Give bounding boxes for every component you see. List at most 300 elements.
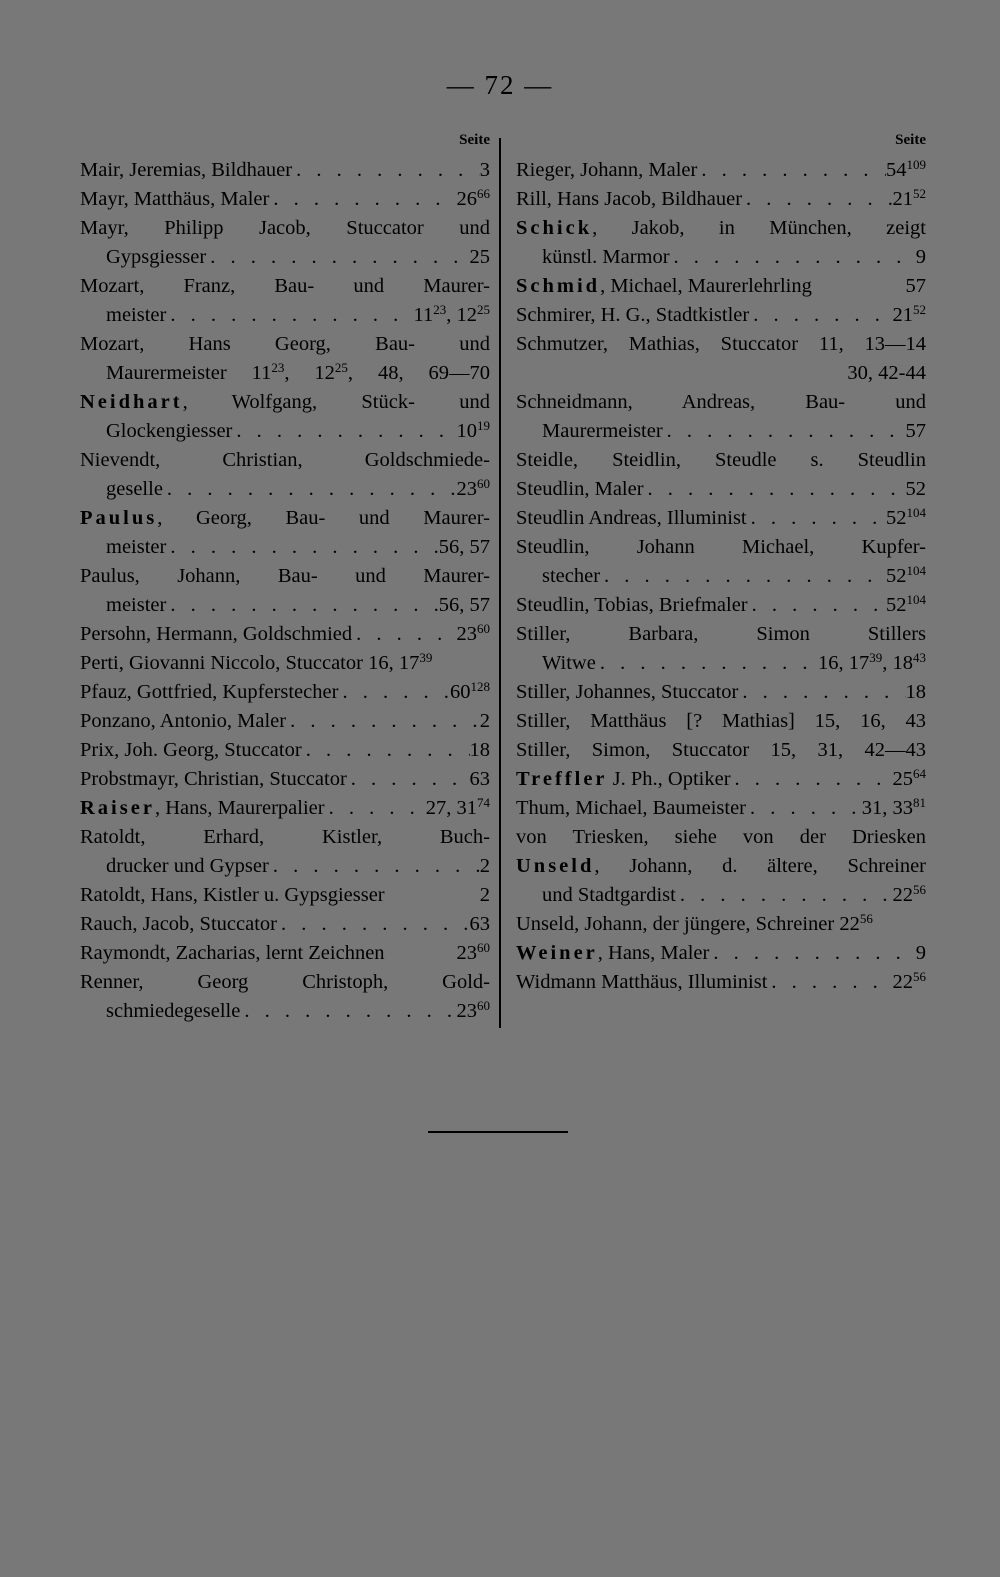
page-number-ref: 23 (456, 1000, 477, 1022)
index-entry-line (516, 388, 926, 417)
entry-text (80, 881, 385, 910)
entry-name: Ratoldt, Erhard, Kistler, Buch- (80, 826, 490, 848)
entry-text (80, 156, 292, 185)
page-reference (906, 417, 927, 446)
entry-name: Stiller, Johannes, Stuccator (516, 681, 739, 703)
index-entry-line (516, 620, 926, 649)
footnote-ref: 56 (859, 911, 873, 926)
entry-name: Maurermeister (542, 420, 663, 442)
entry-text (542, 417, 663, 446)
page-number-ref: 10 (456, 420, 477, 442)
page-number-ref: 22 (892, 884, 913, 906)
page-number-ref: 18 (469, 739, 490, 761)
index-entry-line (516, 185, 926, 214)
entry-text (516, 765, 731, 794)
page-number-ref: 23 (456, 942, 477, 964)
entry-text (516, 707, 926, 736)
entry-name: Thum, Michael, Baumeister (516, 797, 746, 819)
page-number-ref: 26 (456, 188, 477, 210)
entry-text (516, 736, 926, 765)
entry-name: Witwe (542, 652, 596, 674)
footnote-ref: 81 (913, 795, 926, 810)
entry-text (106, 417, 232, 446)
entry-name: Renner, Georg Christoph, Gold- (80, 971, 490, 993)
footnote-ref: 60 (477, 621, 490, 636)
index-entry-line (80, 794, 490, 823)
page-number-ref: 25 (892, 768, 913, 790)
leader-dots (302, 736, 470, 765)
index-entry-line (80, 678, 490, 707)
index-entry-line (80, 185, 490, 214)
entry-text (80, 330, 490, 359)
index-entry-line (516, 707, 926, 736)
page-number-ref: 23 (456, 623, 477, 645)
page-reference (470, 765, 491, 794)
page-reference (480, 852, 490, 881)
index-entry-line (80, 475, 490, 504)
leader-dots (206, 243, 469, 272)
entry-name: geselle (106, 478, 163, 500)
leader-dots (352, 620, 456, 649)
footnote-ref: 23 (271, 360, 285, 375)
seite-header-right: Seite (895, 132, 926, 148)
index-entry-line (516, 156, 926, 185)
leader-dots (240, 997, 456, 1026)
page-number-ref: 63 (469, 913, 490, 935)
leader-dots (676, 881, 893, 910)
entry-text (542, 881, 676, 910)
leader-dots (347, 765, 470, 794)
index-entry-line (516, 475, 926, 504)
page-number-ref: 52 (886, 507, 907, 529)
entry-name: Steudlin, Tobias, Briefmaler (516, 594, 748, 616)
entry-text (516, 330, 926, 359)
footnote-ref: 19 (477, 418, 490, 433)
entry-text (80, 620, 352, 649)
entry-name: Nievendt, Christian, Goldschmiede- (80, 449, 490, 471)
column-divider (499, 138, 501, 1028)
entry-text (516, 852, 926, 881)
entry-name: Mayr, Philipp Jacob, Stuccator und (80, 217, 490, 239)
page-reference (862, 794, 926, 823)
page-reference (457, 939, 491, 968)
index-entry-line (516, 301, 926, 330)
page-ref-cont: , 18 (882, 652, 913, 674)
page-number-ref: 57 (905, 420, 926, 442)
index-entry-line (516, 417, 926, 446)
leader-dots (286, 707, 480, 736)
footnote-ref: 56 (913, 969, 926, 984)
index-entry-line (516, 533, 926, 562)
entry-text (80, 823, 490, 852)
seite-header-left: Seite (459, 132, 490, 148)
entry-text (80, 649, 432, 678)
entry-text (516, 794, 746, 823)
entry-name: Unseld, Johann, der jüngere, Schreiner 22 (516, 913, 860, 935)
entry-name: J. Ph., Optiker (607, 768, 731, 790)
entry-name: Ponzano, Antonio, Maler (80, 710, 287, 732)
entry-text (106, 852, 269, 881)
index-column-left (80, 130, 490, 1026)
page-reference (439, 533, 490, 562)
page-reference (470, 243, 491, 272)
page-number-ref: 27, 31 (425, 797, 477, 819)
footnote-ref: 66 (477, 186, 490, 201)
page-number-ref: 63 (469, 768, 490, 790)
entry-name: Pfauz, Gottfried, Kupferstecher (80, 681, 339, 703)
entry-name: Probstmayr, Christian, Stuccator (80, 768, 347, 790)
index-entry-line (80, 649, 490, 678)
index-entry-line (516, 359, 926, 388)
footnote-ref: 23 (433, 302, 447, 317)
entry-text (80, 765, 347, 794)
footnote-ref: 60 (477, 476, 490, 491)
entry-text (516, 939, 709, 968)
footnote-ref: 39 (419, 650, 433, 665)
index-entry-line (516, 881, 926, 910)
entry-name: Gypsgiesser (106, 246, 207, 268)
entry-text (80, 910, 277, 939)
index-entry-line (80, 736, 490, 765)
spaced-surname: Schick (516, 217, 593, 239)
page-reference (893, 968, 927, 997)
index-entry-line (80, 359, 490, 388)
index-entry-line (516, 794, 926, 823)
entry-name: Prix, Joh. Georg, Stuccator (80, 739, 302, 761)
entry-text (516, 388, 926, 417)
page-number-ref: 23 (456, 478, 477, 500)
index-entry-line (80, 243, 490, 272)
entry-name: Perti, Giovanni Niccolo, Stuccator 16, 17 (80, 652, 420, 674)
index-entry-line (80, 765, 490, 794)
entry-name: Stiller, Simon, Stuccator 15, 31, 42—43 (516, 739, 926, 761)
leader-dots (749, 301, 892, 330)
page-reference (457, 475, 491, 504)
entry-name: Rill, Hans Jacob, Bildhauer (516, 188, 743, 210)
index-entry-line (516, 823, 926, 852)
leader-dots (325, 794, 426, 823)
footnote-ref: 43 (913, 650, 926, 665)
entry-text (516, 359, 926, 388)
entry-text (516, 823, 926, 852)
entry-name: drucker und Gypser (106, 855, 269, 877)
leader-dots (277, 910, 470, 939)
index-entry-line (516, 591, 926, 620)
entry-text (516, 272, 812, 301)
page-number-ref: 2 (479, 710, 490, 732)
index-entry-line (80, 968, 490, 997)
entry-text (80, 504, 490, 533)
leader-dots (269, 185, 456, 214)
index-entry-line (516, 765, 926, 794)
end-rule (428, 1131, 568, 1133)
page-reference (893, 765, 927, 794)
page-reference (886, 562, 926, 591)
entry-text (516, 446, 926, 475)
entry-name: von Triesken, siehe von der Driesken (516, 826, 926, 848)
leader-dots (747, 504, 886, 533)
page-number-ref: 18 (905, 681, 926, 703)
entry-text (80, 214, 490, 243)
footnote-ref: 104 (906, 563, 926, 578)
spaced-surname: Weiner (516, 942, 598, 964)
entry-text (106, 243, 206, 272)
index-column-right (516, 130, 926, 997)
leader-dots (232, 417, 456, 446)
footnote-ref: 25 (477, 302, 490, 317)
page-reference (439, 591, 490, 620)
entry-name: , Wolfgang, Stück- und (182, 391, 490, 413)
entry-text (80, 707, 286, 736)
page-reference (426, 794, 490, 823)
page-number-ref: 56, 57 (438, 536, 490, 558)
leader-dots (742, 185, 892, 214)
entry-name: Maurermeister 11 (106, 362, 272, 384)
leader-dots (731, 765, 893, 794)
page-number-ref: 11 (413, 304, 434, 326)
leader-dots (600, 562, 886, 591)
entry-name: meister (106, 304, 167, 326)
page-number-ref: 9 (915, 942, 926, 964)
entry-text (106, 475, 163, 504)
leader-dots (738, 678, 905, 707)
leader-dots (767, 968, 892, 997)
index-entry-line (516, 678, 926, 707)
page-number-ref: 56, 57 (438, 594, 490, 616)
entry-name: , Johann, d. ältere, Schreiner (594, 855, 926, 877)
footnote-ref: 52 (913, 186, 926, 201)
entry-text (516, 968, 767, 997)
leader-dots (697, 156, 886, 185)
page-number-ref: 2 (479, 884, 490, 906)
entry-text (106, 997, 240, 1026)
entry-name: Ratoldt, Hans, Kistler u. Gypsgiesser (80, 884, 385, 906)
entry-name: Stiller, Barbara, Simon Stillers (516, 623, 926, 645)
index-entry-line (80, 823, 490, 852)
entry-text (80, 562, 490, 591)
entry-text (542, 649, 596, 678)
page-reference (480, 707, 490, 736)
index-entry-line (516, 939, 926, 968)
page-number-ref: 52 (886, 594, 907, 616)
entry-text (80, 939, 385, 968)
index-entry-line (516, 562, 926, 591)
page-number-ref: 3 (479, 159, 490, 181)
entry-name: Glockengiesser (106, 420, 233, 442)
footnote-ref: 60 (477, 998, 490, 1013)
page-ref-cont: , 12 (446, 304, 477, 326)
index-entry-line (80, 562, 490, 591)
leader-dots (163, 475, 457, 504)
entry-text (80, 185, 269, 214)
page-number-ref: 21 (892, 188, 913, 210)
leader-dots (746, 794, 862, 823)
entry-list-right (516, 156, 926, 997)
index-entry-line (80, 591, 490, 620)
page-reference (480, 156, 490, 185)
footnote-ref: 109 (906, 157, 926, 172)
spaced-surname: Neidhart (80, 391, 183, 413)
entry-name: künstl. Marmor (542, 246, 670, 268)
page-number-ref: 60 (450, 681, 471, 703)
index-entry-line (516, 910, 926, 939)
entry-text (516, 475, 644, 504)
entry-name: , Jakob, in München, zeigt (592, 217, 926, 239)
entry-text (80, 388, 490, 417)
footnote-ref: 52 (913, 302, 926, 317)
entry-text (516, 910, 873, 939)
page-reference (450, 678, 490, 707)
footnote-ref: 128 (470, 679, 490, 694)
entry-name: Steidle, Steidlin, Steudle s. Steudlin (516, 449, 926, 471)
entry-name: stecher (542, 565, 601, 587)
index-entry-line (80, 446, 490, 475)
index-entry-line (516, 504, 926, 533)
page-reference (886, 504, 926, 533)
index-entry-line (516, 852, 926, 881)
leader-dots (709, 939, 915, 968)
entry-name: , Georg, Bau- und Maurer- (157, 507, 490, 529)
page-reference (480, 881, 490, 910)
footnote-ref: 104 (906, 505, 926, 520)
spaced-surname: Treffler (516, 768, 608, 790)
index-entry-line (80, 388, 490, 417)
page-number-ref: 57 (905, 275, 926, 297)
index-entry-line (80, 533, 490, 562)
index-entry-line (80, 156, 490, 185)
entry-name: Schmutzer, Mathias, Stuccator 11, 13—14 (516, 333, 926, 355)
leader-dots (670, 243, 916, 272)
footnote-ref: 25 (334, 360, 348, 375)
entry-name: Steudlin, Maler (516, 478, 644, 500)
entry-text (516, 591, 748, 620)
spaced-surname: Raiser (80, 797, 155, 819)
entry-name: Rieger, Johann, Maler (516, 159, 698, 181)
page-reference (414, 301, 491, 330)
entry-name: Steudlin Andreas, Illuminist (516, 507, 747, 529)
entry-name: Persohn, Hermann, Goldschmied (80, 623, 353, 645)
page-reference (906, 678, 927, 707)
footnote-ref: 60 (477, 940, 490, 955)
entry-name: Mozart, Franz, Bau- und Maurer- (80, 275, 490, 297)
page-reference (893, 301, 927, 330)
page-number-ref: 2 (479, 855, 490, 877)
page-reference (893, 881, 927, 910)
leader-dots (269, 852, 480, 881)
index-entry-line (80, 301, 490, 330)
index-entry-line (80, 330, 490, 359)
leader-dots (338, 678, 450, 707)
index-entry-line (80, 417, 490, 446)
page-ref-cont: , 48, 69—70 (347, 362, 490, 384)
index-entry-line (516, 243, 926, 272)
page-reference (916, 243, 926, 272)
leader-dots (748, 591, 886, 620)
page-reference (457, 417, 491, 446)
page-number-ref: 31, 33 (861, 797, 913, 819)
page-reference (886, 591, 926, 620)
footnote-ref: 64 (913, 766, 926, 781)
page-reference (457, 620, 491, 649)
entry-text (516, 533, 926, 562)
index-entry-line (516, 330, 926, 359)
entry-text (542, 243, 670, 272)
entry-name: Mozart, Hans Georg, Bau- und (80, 333, 490, 355)
index-entry-line (80, 881, 490, 910)
footnote-ref: 74 (477, 795, 490, 810)
entry-name: Raymondt, Zacharias, lernt Zeichnen (80, 942, 385, 964)
index-entry-line (80, 620, 490, 649)
entry-text (106, 359, 490, 388)
index-entry-line (80, 707, 490, 736)
entry-text (516, 156, 697, 185)
entry-name: Schneidmann, Andreas, Bau- und (516, 391, 926, 413)
entry-name: 30, 42-44 (847, 362, 926, 384)
index-entry-line (80, 214, 490, 243)
page-reference (457, 997, 491, 1026)
index-entry-line (516, 214, 926, 243)
entry-name: Stiller, Matthäus [? Mathias] 15, 16, 43 (516, 710, 926, 732)
leader-dots (166, 301, 413, 330)
page-number-ref: 52 (905, 478, 926, 500)
page-ref-cont: , 12 (284, 362, 335, 384)
page-reference (457, 185, 491, 214)
spaced-surname: Unseld (516, 855, 595, 877)
footnote-ref: 56 (913, 882, 926, 897)
index-entry-line (80, 939, 490, 968)
spaced-surname: Paulus (80, 507, 158, 529)
entry-name: Rauch, Jacob, Stuccator (80, 913, 277, 935)
entry-text (80, 272, 490, 301)
entry-text (106, 591, 166, 620)
index-entry-line (80, 852, 490, 881)
index-entry-line (516, 272, 926, 301)
page-number-ref: 21 (892, 304, 913, 326)
index-entry-line (516, 446, 926, 475)
entry-name: , Hans, Maler (597, 942, 710, 964)
entry-text (80, 736, 302, 765)
entry-text (106, 301, 166, 330)
index-entry-line (80, 504, 490, 533)
entry-name: schmiedegeselle (106, 1000, 241, 1022)
page-number-ref: 52 (886, 565, 907, 587)
entry-name: meister (106, 594, 167, 616)
page-reference (906, 272, 927, 301)
entry-text (542, 562, 600, 591)
page-number-ref: 9 (915, 246, 926, 268)
entry-name: , Hans, Maurerpalier (154, 797, 325, 819)
page-number-ref: 54 (886, 159, 907, 181)
page-reference (916, 939, 926, 968)
index-entry-line (516, 736, 926, 765)
entry-text (80, 794, 325, 823)
entry-text (80, 968, 490, 997)
entry-list-left (80, 156, 490, 1026)
entry-text (516, 678, 738, 707)
index-entry-line (80, 910, 490, 939)
entry-text (516, 214, 926, 243)
page-reference (886, 156, 926, 185)
entry-name: Steudlin, Johann Michael, Kupfer- (516, 536, 926, 558)
entry-text (516, 504, 747, 533)
leader-dots (596, 649, 818, 678)
entry-name: meister (106, 536, 167, 558)
entry-name: und Stadtgardist (542, 884, 676, 906)
spaced-surname: Schmid (516, 275, 601, 297)
leader-dots (166, 533, 438, 562)
entry-text (106, 533, 166, 562)
leader-dots (663, 417, 906, 446)
